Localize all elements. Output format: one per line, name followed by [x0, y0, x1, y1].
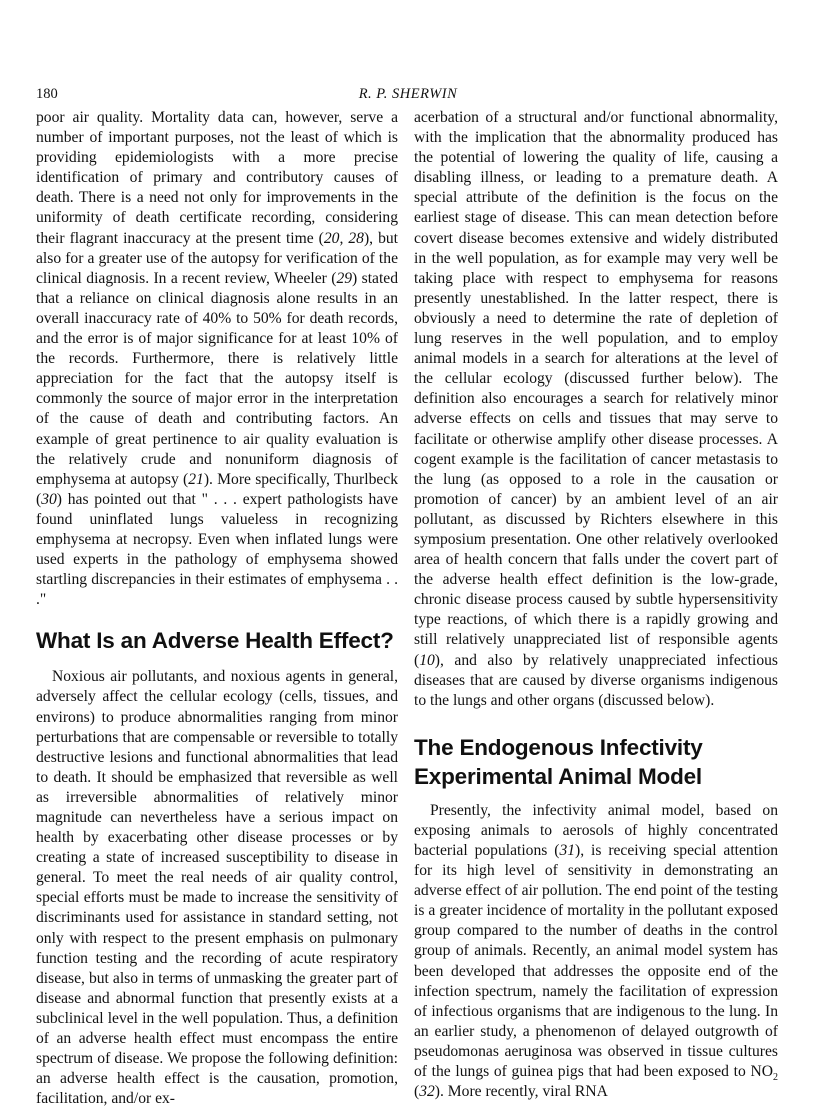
- left-paragraph-1: poor air quality. Mortality data can, however, serve a number of important purposes, not the least of which is providing epidemiologists with a more precise identification of primary and contributory causes of death. There is a need not only for improvements in the uniformity of death certificate recording, considering their flagrant inaccuracy at the present time (20, 28), but also for a greater use of the autopsy for verification of the clinical diagnosis. In a recent review, Wheeler (29) stated that a reliance on clinical diagnosis alone results in an overall inaccuracy rate of 40% to 50% for death records, and the error is of major significance for at least 10% of the records. Furthermore, there is relatively little appreciation for the fact that the autopsy itself is commonly the source of major error in the interpretation of the cause of death and contributing factors. An example of great pertinence to air quality evaluation is the relatively crude and nonuniform diagnosis of emphysema at autopsy (21). More specifically, Thurlbeck (30) has pointed out that " . . . expert pathologists have found uninflated lungs valueless in recognizing emphysema at necropsy. Even when inflated lungs were used experts in the pathology of emphysema showed startling discrepancies in their estimates of emphysema . . .": [36, 109, 399, 609]
- citation: 10: [419, 651, 435, 669]
- citation: 20, 28: [323, 229, 364, 247]
- citation: 29: [336, 269, 353, 287]
- citation: 31: [559, 842, 576, 859]
- section-heading-endogenous-infectivity: The Endogenous Infectivity Experimental Animal Model: [414, 734, 703, 789]
- section-heading-adverse-health-effect: What Is an Adverse Health Effect?: [36, 628, 394, 654]
- right-paragraph-1: acerbation of a structural and/or functional abnormality, with the implication that the abnormality produced has the potential of lowering the quality of life, causing a disabling illness, or leading to a premature death. A special attribute of the definition is the focus on the earliest stage of disease. This can mean detection before covert disease becomes extensive and widely distributed in the well population, as for example may very well be taking place with respect to emphysema for reasons presently unestablished. In the latter respect, there is obviously a need to determine the rate of depletion of lung reserves in the well population, and to employ animal models in a search for alterations at the level of the cellular ecology (discussed further below). The definition also encourages a search for relatively minor adverse effects on cells and tissues that may serve to facilitate or otherwise amplify other disease processes. A cogent example is the facilitation of cancer metastasis to the lung (as opposed to a role in the causation or promotion of cancer) by an ambient level of an air pollutant, as discussed by Richters elsewhere in this symposium presentation. One other relatively overlooked area of health concern that falls under the covert part of the adverse health effect definition is the low-grade, chronic disease process caused by subtle hypersensitivity type reactions, of which there is a rapidly growing and still relatively unappreciated list of responsible agents (10), and also by relatively unappreciated infectious diseases that are caused by diverse organisms indigenous to the lungs and other organs (discussed below).: [414, 109, 778, 709]
- page-number: 180: [36, 86, 58, 102]
- running-head: R. P. SHERWIN: [358, 86, 458, 102]
- citation: 32: [419, 1083, 435, 1101]
- citation: 30: [41, 490, 57, 508]
- left-paragraph-2: Noxious air pollutants, and noxious agents in general, adversely affect the cellular ecology (cells, tissues, and environs) to produce abnormalities ranging from minor perturbations that are compensable or reversible to totally destructive lesions and functional abnormalities that lead to death. It should be emphasized that reversible as well as irreversible abnormalities of relatively minor magnitude can nevertheless have a serious impact on health by exacerbating other disease processes or by creating a state of increased susceptibility to disease in general. To meet the real needs of air quality control, special efforts must be made to increase the sensitivity of discriminants used for assistance in standard setting, not only with respect to the present emphasis on pulmonary function testing and the recording of acute respiratory disease, but also in terms of unmasking the greater part of disease and abnormal function that presently exists at a subclinical level in the well population. Thus, a definition of an adverse health effect must encompass the entire spectrum of disease. We propose the following definition: an adverse health effect is the causation, promotion, facilitation, and/or ex-: [36, 668, 398, 1108]
- citation: 21: [188, 470, 204, 488]
- left-column: [36, 108, 398, 1109]
- right-paragraph-2: Presently, the infectivity animal model, based on exposing animals to aerosols of highly concentrated bacterial populations (31), is receiving special attention for its high level of sensitivity in demonstrating an adverse effect of air pollution. The end point of the testing is a greater incidence of mortality in the pollutant exposed group compared to the number of deaths in the control group of animals. Recently, an animal model system has been developed that addresses the opposite end of the infection spectrum, namely the facilitation of expression of infectious organisms that are indigenous to the lung. In an earlier study, a phenomenon of delayed outgrowth of pseudomonas aeruginosa was observed in tissue cultures of the lungs of guinea pigs that had been exposed to $NO_2$ (32). More recently, viral RNA: [414, 801, 778, 1101]
- right-column: [414, 108, 778, 1102]
- subscript: 2: [773, 1072, 778, 1084]
- page-header: [36, 86, 780, 106]
